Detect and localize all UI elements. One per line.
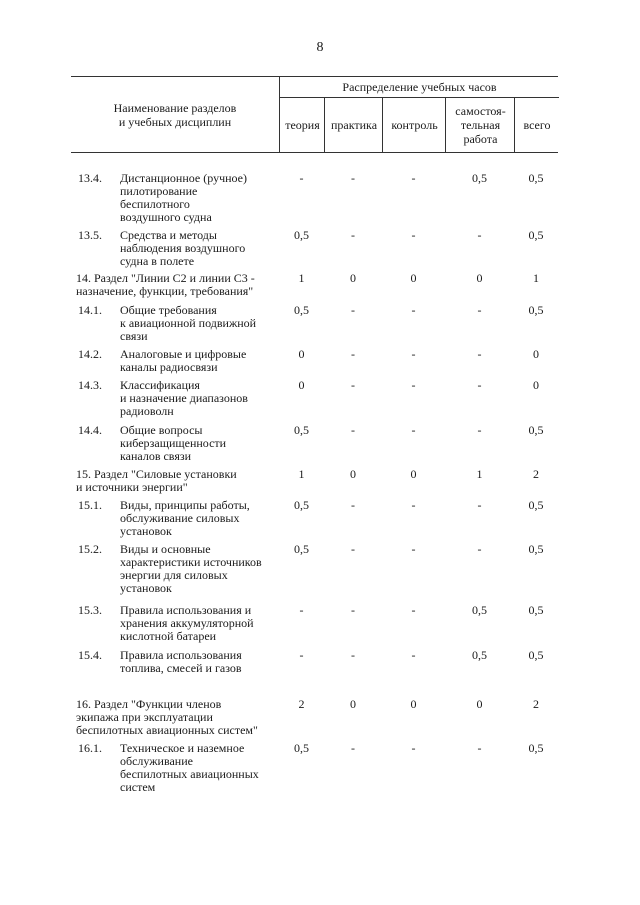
row-number: 15.4. <box>78 648 102 662</box>
row-title: Виды, принципы работы, обслуживание силовых установок <box>120 498 250 538</box>
row-value: 0,5 <box>528 498 544 512</box>
row-value: - <box>299 171 304 185</box>
row-value: 2 <box>533 697 539 711</box>
row-value: 0 <box>350 271 356 285</box>
row-value: - <box>411 228 416 242</box>
row-value: 0,5 <box>528 603 544 617</box>
row-value: 0 <box>410 697 417 711</box>
row-title: Средства и методы наблюдения воздушного судна в полете <box>120 228 246 268</box>
row-value: 0,5 <box>528 741 544 755</box>
header-col-theory: теория <box>279 97 325 152</box>
row-value: 0 <box>350 697 356 711</box>
row-value: 0,5 <box>472 648 487 662</box>
row-value: 1 <box>533 271 539 285</box>
row-number: 13.4. <box>78 171 102 185</box>
row-title: 14. Раздел "Линии С2 и линии С3 - назначение, функции, требования" <box>76 271 255 298</box>
header-name: Наименование разделов и учебных дисциплин <box>113 100 237 129</box>
row-value: - <box>411 303 416 317</box>
row-value: - <box>351 542 355 556</box>
row-value: 1 <box>298 467 305 481</box>
row-value: - <box>351 648 355 662</box>
row-value: 0 <box>476 697 483 711</box>
row-title: Правила использования топлива, смесей и газов <box>120 648 242 675</box>
row-value: 0,5 <box>294 741 309 755</box>
header-col-control: контроль <box>382 97 446 152</box>
row-number: 13.5. <box>78 228 102 242</box>
row-title: 15. Раздел "Силовые установки и источники энергии" <box>76 467 237 494</box>
row-number: 15.1. <box>78 498 102 512</box>
row-value: 0,5 <box>294 423 309 437</box>
row-number: 16.1. <box>78 741 102 755</box>
row-value: 0 <box>533 378 539 392</box>
row-value: - <box>477 378 482 392</box>
row-value: - <box>411 347 416 361</box>
row-value: 0,5 <box>294 303 309 317</box>
row-value: 0,5 <box>528 542 544 556</box>
row-value: 1 <box>298 271 305 285</box>
row-value: - <box>477 741 482 755</box>
row-title: Дистанционное (ручное) пилотирование беспилотного воздушного судна <box>120 171 247 224</box>
row-value: 0,5 <box>528 303 544 317</box>
row-title: Классификация и назначение диапазонов радиоволн <box>120 378 248 418</box>
row-value: 0,5 <box>528 171 544 185</box>
table-header <box>71 76 558 153</box>
row-value: - <box>351 423 355 437</box>
header-distribution: Распределение учебных часов <box>279 77 559 98</box>
row-value: 0,5 <box>528 423 544 437</box>
header-col-total: всего <box>514 97 559 152</box>
row-number: 14.3. <box>78 378 102 392</box>
row-value: 0,5 <box>528 228 544 242</box>
row-title: Общие вопросы киберзащищенности каналов связи <box>120 423 227 463</box>
row-title: Аналоговые и цифровые каналы радиосвязи <box>120 347 247 374</box>
row-value: - <box>411 603 416 617</box>
row-value: 0,5 <box>472 171 487 185</box>
row-value: 0,5 <box>472 603 487 617</box>
row-value: - <box>351 228 355 242</box>
row-value: - <box>411 498 416 512</box>
row-value: - <box>351 498 355 512</box>
row-value: - <box>299 603 304 617</box>
row-value: - <box>477 347 482 361</box>
row-value: - <box>299 648 304 662</box>
row-number: 15.2. <box>78 542 102 556</box>
page-number: 8 <box>316 40 324 55</box>
row-value: 2 <box>298 697 305 711</box>
row-title: Виды и основные характеристики источников энергии для силовых установок <box>120 542 262 595</box>
row-value: - <box>351 741 355 755</box>
row-number: 15.3. <box>78 603 102 617</box>
row-value: - <box>411 171 416 185</box>
row-number: 14.1. <box>78 303 102 317</box>
row-value: 0 <box>298 347 305 361</box>
row-value: - <box>477 228 482 242</box>
row-value: - <box>351 171 355 185</box>
row-title: 16. Раздел "Функции членов экипажа при эксплуатации беспилотных авиационных систем" <box>76 697 258 737</box>
row-value: 0 <box>298 378 305 392</box>
row-value: - <box>477 498 482 512</box>
row-value: - <box>411 542 416 556</box>
row-number: 14.2. <box>78 347 102 361</box>
row-value: 0,5 <box>528 648 544 662</box>
row-value: - <box>351 603 355 617</box>
row-value: 1 <box>476 467 483 481</box>
row-value: 0,5 <box>294 542 309 556</box>
row-value: - <box>411 741 416 755</box>
row-value: 0,5 <box>294 228 309 242</box>
row-value: - <box>477 542 482 556</box>
row-value: - <box>351 303 355 317</box>
row-value: - <box>411 423 416 437</box>
row-title: Правила использования и хранения аккумуляторной кислотной батареи <box>120 603 254 643</box>
header-col-self-study: самостоя- тельная работа <box>445 97 515 152</box>
row-title: Общие требования к авиационной подвижной связи <box>120 303 257 343</box>
row-value: - <box>411 378 416 392</box>
row-value: - <box>477 303 482 317</box>
row-value: - <box>477 423 482 437</box>
row-value: - <box>351 347 355 361</box>
header-col-practice: практика <box>324 97 383 152</box>
row-value: 0 <box>410 467 417 481</box>
row-value: 0 <box>350 467 356 481</box>
row-value: - <box>411 648 416 662</box>
row-value: 0 <box>533 347 539 361</box>
row-number: 14.4. <box>78 423 102 437</box>
row-value: 0,5 <box>294 498 309 512</box>
row-title: Техническое и наземное обслуживание беспилотных авиационных систем <box>120 741 259 794</box>
row-value: - <box>351 378 355 392</box>
row-value: 0 <box>410 271 417 285</box>
row-value: 0 <box>476 271 483 285</box>
row-value: 2 <box>533 467 539 481</box>
